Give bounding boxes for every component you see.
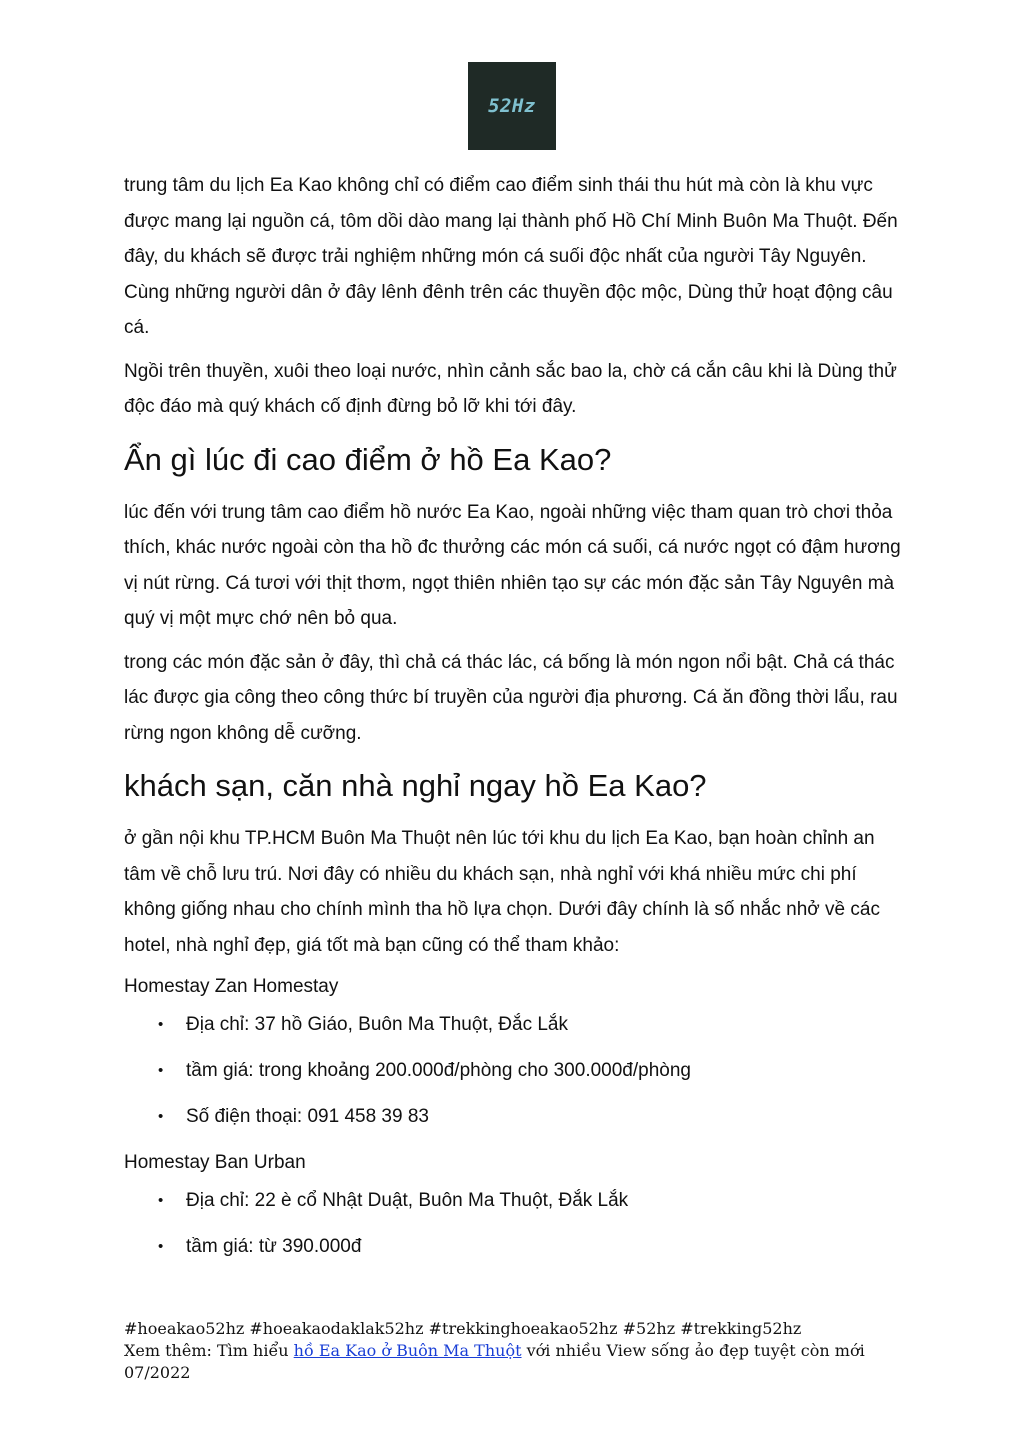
ea-kao-link[interactable]: hồ Ea Kao ở Buôn Ma Thuột — [293, 1341, 522, 1360]
hashtags: #hoeakao52hz #hoeakaodaklak52hz #trekkinghoeakao52hz #52hz #trekking52hz — [124, 1319, 802, 1338]
hotel-name: Homestay Zan Homestay — [124, 976, 339, 997]
hotel-phone: Số điện thoại: 091 458 39 83 — [186, 1106, 429, 1127]
heading-food: Ẩn gì lúc đi cao điểm ở hồ Ea Kao? — [124, 441, 612, 477]
list-item — [124, 1101, 904, 1147]
food-paragraph-1: lúc đến với trung tâm cao điểm hồ nước Ea Kao, ngoài những việc tham quan trò chơi thỏa thích, khác nước ngoài còn tha hồ đc thưởng các món cá suối, cá nước ngọt có đậm hương vị nút rừng. Cá tươi với thịt thơm, ngọt thiên nhiên tạo sự các món đặc sản Tây Nguyên mà quý vị một mực chớ nên bỏ qua. — [124, 501, 901, 629]
intro-paragraph-1: trung tâm du lịch Ea Kao không chỉ có điểm cao điểm sinh thái thu hút mà còn là khu vực được mang lại nguồn cá, tôm dồi dào mang lại thành phố Hồ Chí Minh Buôn Ma Thuột. Đến đây, du khách sẽ được trải nghiệm những món cá suối độc nhất của người Tây Nguyên. Cùng những người dân ở đây lênh đênh trên các thuyền độc mộc, Dùng thử hoạt động câu cá. — [124, 175, 898, 338]
hotel-price: tầm giá: trong khoảng 200.000đ/phòng cho 300.000đ/phòng — [186, 1060, 691, 1081]
hotels-intro-paragraph: ở gần nội khu TP.HCM Buôn Ma Thuột nên lúc tới khu du lịch Ea Kao, bạn hoàn chỉnh an tâm về chỗ lưu trú. Nơi đây có nhiều du khách sạn, nhà nghỉ với khá nhiều mức chi phí không giống nhau cho chính mình tha hồ lựa chọn. Dưới đây chính là số nhắc nhở về các hotel, nhà nghỉ đẹp, giá tốt mà bạn cũng có thể tham khảo: — [124, 828, 880, 956]
hotel-address: Địa chỉ: 22 è cổ Nhật Duật, Buôn Ma Thuột, Đắk Lắk — [186, 1190, 629, 1211]
hotel-details-list — [124, 1185, 904, 1277]
article-body — [124, 168, 904, 1277]
bullet-icon: • — [158, 1192, 164, 1209]
bullet-icon: • — [158, 1238, 164, 1255]
bullet-icon: • — [158, 1062, 164, 1079]
see-more-suffix: với nhiều View sống ảo đẹp tuyệt còn mới 07/2022 — [124, 1341, 865, 1382]
hotel-price: tầm giá: từ 390.000đ — [186, 1236, 362, 1257]
list-item — [124, 1009, 904, 1055]
list-item — [124, 1055, 904, 1101]
bullet-icon: • — [158, 1108, 164, 1125]
bullet-icon: • — [158, 1016, 164, 1033]
hotel-name: Homestay Ban Urban — [124, 1152, 306, 1173]
hotel-details-list — [124, 1009, 904, 1147]
heading-hotels: khách sạn, căn nhà nghỉ ngay hồ Ea Kao? — [124, 768, 707, 803]
logo-text: 52Hz — [488, 95, 536, 117]
see-more-prefix: Xem thêm: Tìm hiểu — [124, 1341, 294, 1360]
intro-paragraph-2: Ngồi trên thuyền, xuôi theo loại nước, nhìn cảnh sắc bao la, chờ cá cắn câu khi là Dùng thử độc đáo mà quý khách cố định đừng bỏ lỡ khi tới đây. — [124, 360, 897, 417]
see-more-line — [124, 1340, 914, 1384]
list-item — [124, 1185, 904, 1231]
logo-52hz — [468, 62, 556, 150]
food-paragraph-2: trong các món đặc sản ở đây, thì chả cá thác lác, cá bống là món ngon nổi bật. Chả cá thác lác được gia công theo công thức bí truyền của người địa phương. Cá ăn đồng thời lẩu, rau rừng ngon không dễ cưỡng. — [124, 651, 898, 744]
hotel-address: Địa chỉ: 37 hồ Giáo, Buôn Ma Thuột, Đắc Lắk — [186, 1014, 568, 1035]
list-item — [124, 1231, 904, 1277]
page-footer — [124, 1318, 914, 1384]
